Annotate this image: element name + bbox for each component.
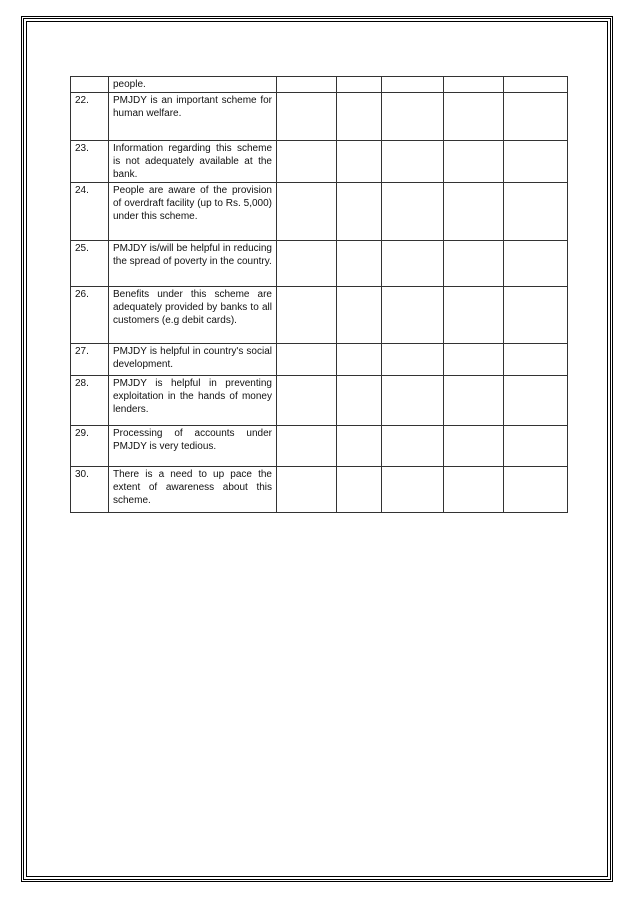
response-cell[interactable]	[444, 93, 504, 141]
row-number	[71, 77, 109, 93]
table-row	[71, 344, 568, 376]
response-cell[interactable]	[337, 376, 382, 426]
row-number: 26.	[71, 287, 109, 344]
statement-text: Processing of accounts under PMJDY is very tedious.	[109, 426, 277, 467]
response-cell[interactable]	[504, 467, 568, 513]
statement-text: There is a need to up pace the extent of awareness about this scheme.	[109, 467, 277, 513]
response-cell[interactable]	[277, 426, 337, 467]
statement-text: PMJDY is helpful in preventing exploitation in the hands of money lenders.	[109, 376, 277, 426]
response-cell[interactable]	[337, 467, 382, 513]
response-cell[interactable]	[277, 376, 337, 426]
response-cell[interactable]	[504, 241, 568, 287]
row-number: 23.	[71, 141, 109, 183]
table-row	[71, 287, 568, 344]
table-row	[71, 467, 568, 513]
response-cell[interactable]	[444, 141, 504, 183]
statement-text: PMJDY is/will be helpful in reducing the spread of poverty in the country.	[109, 241, 277, 287]
response-cell[interactable]	[382, 241, 444, 287]
response-cell[interactable]	[504, 141, 568, 183]
response-cell[interactable]	[382, 77, 444, 93]
response-cell[interactable]	[337, 241, 382, 287]
response-cell[interactable]	[504, 344, 568, 376]
response-cell[interactable]	[504, 93, 568, 141]
row-number: 27.	[71, 344, 109, 376]
response-cell[interactable]	[382, 183, 444, 241]
response-cell[interactable]	[337, 287, 382, 344]
response-cell[interactable]	[504, 287, 568, 344]
response-cell[interactable]	[337, 344, 382, 376]
table-row	[71, 183, 568, 241]
table-row	[71, 426, 568, 467]
row-number: 30.	[71, 467, 109, 513]
response-cell[interactable]	[444, 241, 504, 287]
response-cell[interactable]	[504, 376, 568, 426]
table-row	[71, 141, 568, 183]
response-cell[interactable]	[337, 183, 382, 241]
response-cell[interactable]	[504, 183, 568, 241]
response-cell[interactable]	[382, 344, 444, 376]
response-cell[interactable]	[277, 344, 337, 376]
statement-text: People are aware of the provision of overdraft facility (up to Rs. 5,000) under this scheme.	[109, 183, 277, 241]
statement-text: PMJDY is helpful in country's social development.	[109, 344, 277, 376]
row-number: 25.	[71, 241, 109, 287]
response-cell[interactable]	[444, 344, 504, 376]
response-cell[interactable]	[382, 141, 444, 183]
response-cell[interactable]	[382, 376, 444, 426]
response-cell[interactable]	[337, 141, 382, 183]
row-number: 24.	[71, 183, 109, 241]
response-cell[interactable]	[444, 77, 504, 93]
response-cell[interactable]	[382, 426, 444, 467]
table-row	[71, 93, 568, 141]
response-cell[interactable]	[337, 426, 382, 467]
response-cell[interactable]	[277, 141, 337, 183]
table-row	[71, 376, 568, 426]
table-row	[71, 77, 568, 93]
response-cell[interactable]	[444, 426, 504, 467]
response-cell[interactable]	[444, 183, 504, 241]
survey-table	[70, 76, 568, 513]
response-cell[interactable]	[504, 77, 568, 93]
response-cell[interactable]	[504, 426, 568, 467]
response-cell[interactable]	[382, 287, 444, 344]
statement-text: Information regarding this scheme is not adequately available at the bank.	[109, 141, 277, 183]
response-cell[interactable]	[337, 93, 382, 141]
response-cell[interactable]	[277, 93, 337, 141]
response-cell[interactable]	[444, 376, 504, 426]
statement-text: people.	[109, 77, 277, 93]
response-cell[interactable]	[382, 93, 444, 141]
row-number: 22.	[71, 93, 109, 141]
response-cell[interactable]	[444, 287, 504, 344]
response-cell[interactable]	[277, 77, 337, 93]
response-cell[interactable]	[277, 241, 337, 287]
response-cell[interactable]	[277, 183, 337, 241]
row-number: 29.	[71, 426, 109, 467]
response-cell[interactable]	[444, 467, 504, 513]
response-cell[interactable]	[382, 467, 444, 513]
response-cell[interactable]	[277, 287, 337, 344]
response-cell[interactable]	[277, 467, 337, 513]
table-row	[71, 241, 568, 287]
response-cell[interactable]	[337, 77, 382, 93]
statement-text: PMJDY is an important scheme for human welfare.	[109, 93, 277, 141]
statement-text: Benefits under this scheme are adequately provided by banks to all customers (e.g debit cards).	[109, 287, 277, 344]
row-number: 28.	[71, 376, 109, 426]
